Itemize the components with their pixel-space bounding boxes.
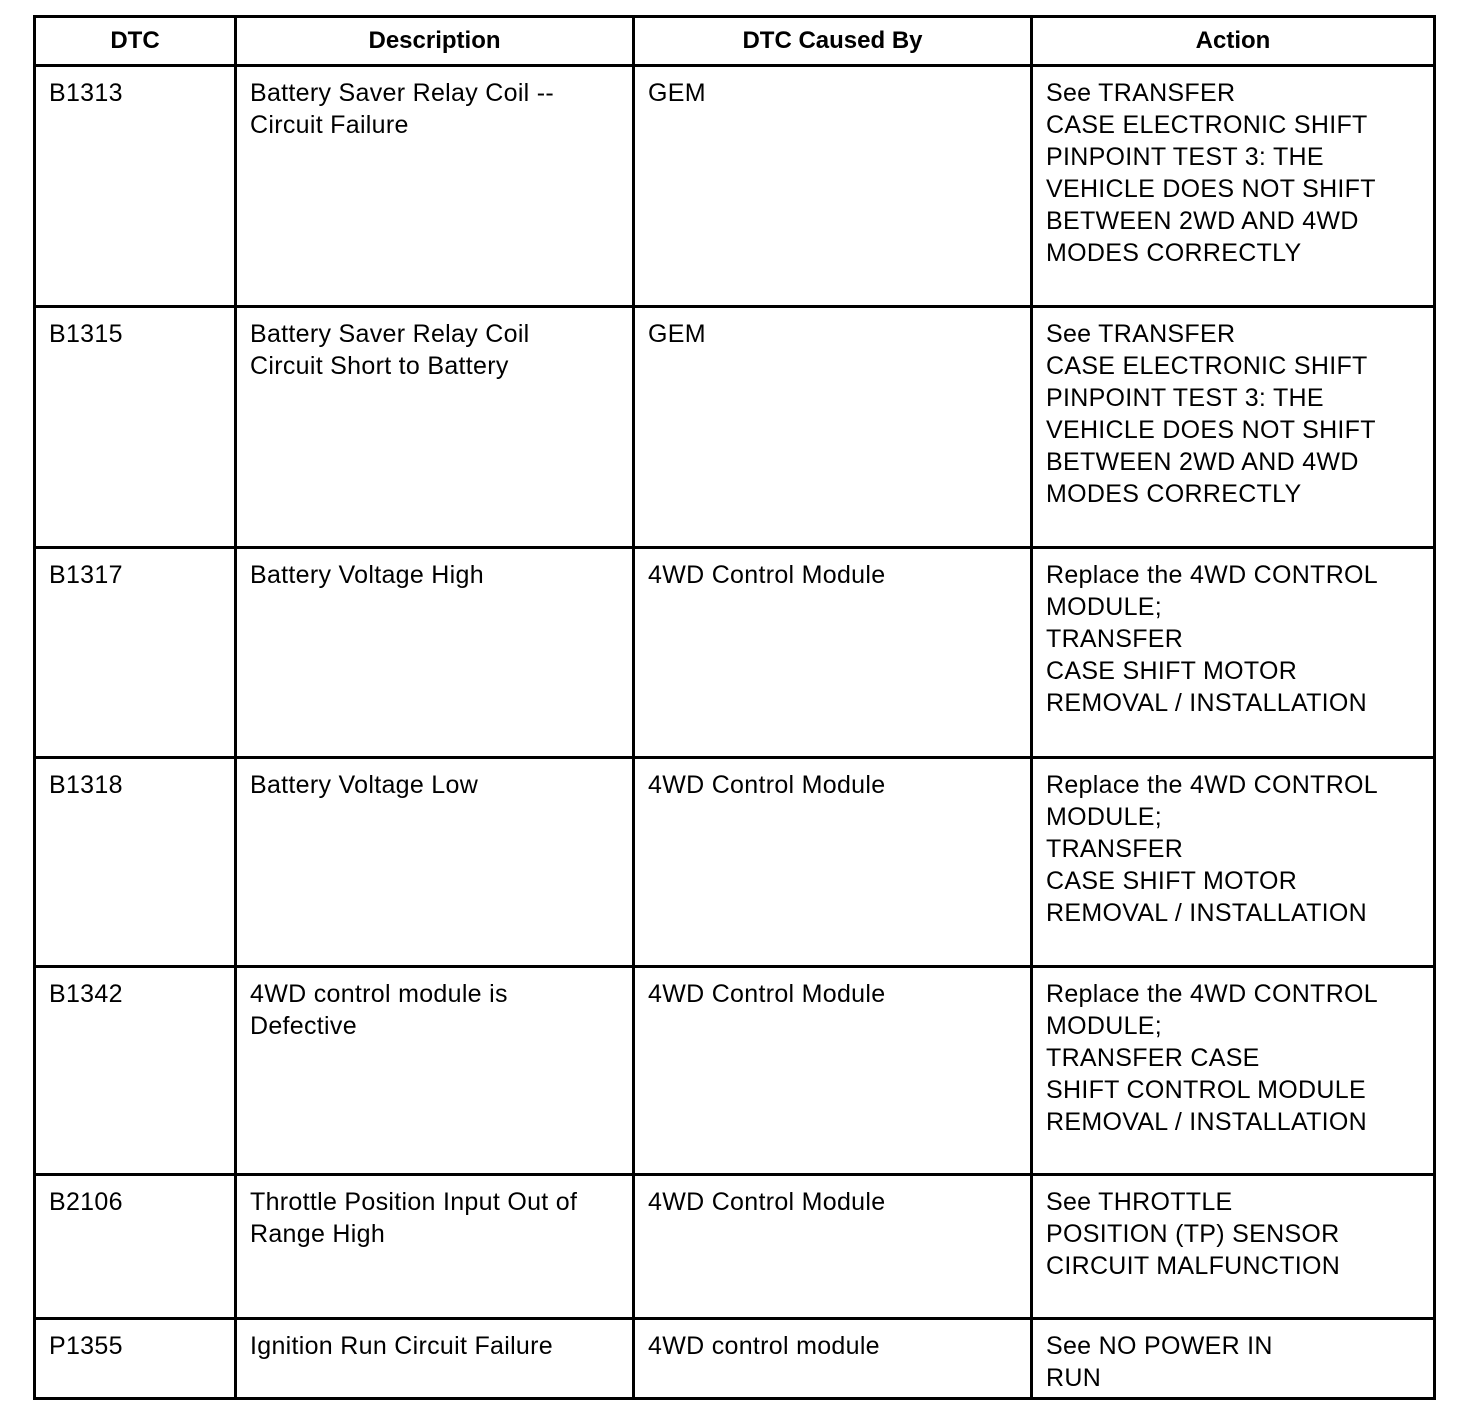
dtc-code-cell: B1342: [35, 967, 236, 1175]
action-line: VEHICLE DOES NOT SHIFT: [1046, 416, 1376, 444]
action-cell: [1032, 758, 1435, 967]
description-line: Battery Voltage Low: [250, 771, 479, 799]
description-cell: [236, 548, 634, 758]
action-line: Replace the 4WD CONTROL: [1046, 561, 1378, 589]
action-line: PINPOINT TEST 3: THE: [1046, 143, 1324, 171]
action-line: REMOVAL / INSTALLATION: [1046, 1108, 1368, 1136]
caused-by-cell: 4WD Control Module: [634, 967, 1032, 1175]
description-line: Battery Saver Relay Coil: [250, 320, 530, 348]
table-row: [35, 967, 1435, 1175]
action-line: POSITION (TP) SENSOR: [1046, 1220, 1340, 1248]
table-row: [35, 307, 1435, 548]
action-line: TRANSFER CASE: [1046, 1044, 1260, 1072]
header-caused-by: DTC Caused By: [634, 17, 1032, 66]
dtc-code-cell: B1313: [35, 66, 236, 307]
action-line: VEHICLE DOES NOT SHIFT: [1046, 175, 1376, 203]
description-cell: [236, 66, 634, 307]
description-line: Throttle Position Input Out of: [250, 1188, 578, 1216]
action-cell: [1032, 307, 1435, 548]
caused-by-cell: 4WD Control Module: [634, 548, 1032, 758]
action-cell: [1032, 548, 1435, 758]
action-line: CASE SHIFT MOTOR: [1046, 657, 1298, 685]
table-row: [35, 1175, 1435, 1319]
action-cell: [1032, 66, 1435, 307]
description-line: Battery Voltage High: [250, 561, 484, 589]
description-cell: [236, 758, 634, 967]
action-line: CASE ELECTRONIC SHIFT: [1046, 352, 1368, 380]
table-row: [35, 548, 1435, 758]
description-line: Defective: [250, 1012, 357, 1040]
action-line: CASE ELECTRONIC SHIFT: [1046, 111, 1368, 139]
header-row: [35, 17, 1435, 66]
action-cell: [1032, 1175, 1435, 1319]
action-line: Replace the 4WD CONTROL: [1046, 771, 1378, 799]
action-line: REMOVAL / INSTALLATION: [1046, 899, 1368, 927]
description-line: Battery Saver Relay Coil --: [250, 79, 555, 107]
caused-by-cell: 4WD control module: [634, 1319, 1032, 1399]
action-line: REMOVAL / INSTALLATION: [1046, 689, 1368, 717]
action-line: CIRCUIT MALFUNCTION: [1046, 1252, 1341, 1280]
caused-by-cell: GEM: [634, 307, 1032, 548]
action-line: BETWEEN 2WD AND 4WD: [1046, 207, 1359, 235]
action-line: TRANSFER: [1046, 835, 1184, 863]
action-line: Replace the 4WD CONTROL: [1046, 980, 1378, 1008]
action-line: SHIFT CONTROL MODULE: [1046, 1076, 1366, 1104]
action-line: TRANSFER: [1046, 625, 1184, 653]
dtc-code-cell: B1317: [35, 548, 236, 758]
header-description: Description: [236, 17, 634, 66]
header-dtc: DTC: [35, 17, 236, 66]
description-line: Circuit Failure: [250, 111, 409, 139]
action-line: See NO POWER IN: [1046, 1332, 1273, 1360]
action-line: RUN: [1046, 1364, 1102, 1392]
dtc-code-cell: P1355: [35, 1319, 236, 1399]
action-cell: [1032, 967, 1435, 1175]
action-line: MODULE;: [1046, 593, 1163, 621]
action-line: MODES CORRECTLY: [1046, 239, 1302, 267]
caused-by-cell: 4WD Control Module: [634, 758, 1032, 967]
action-line: BETWEEN 2WD AND 4WD: [1046, 448, 1359, 476]
action-line: MODULE;: [1046, 803, 1163, 831]
description-cell: [236, 967, 634, 1175]
description-cell: [236, 307, 634, 548]
header-action: Action: [1032, 17, 1435, 66]
action-line: MODULE;: [1046, 1012, 1163, 1040]
dtc-code-cell: B1315: [35, 307, 236, 548]
description-line: Range High: [250, 1220, 386, 1248]
caused-by-cell: 4WD Control Module: [634, 1175, 1032, 1319]
action-cell: [1032, 1319, 1435, 1399]
table-row: [35, 1319, 1435, 1399]
description-line: Ignition Run Circuit Failure: [250, 1332, 553, 1360]
description-cell: [236, 1175, 634, 1319]
action-line: PINPOINT TEST 3: THE: [1046, 384, 1324, 412]
dtc-code-cell: B2106: [35, 1175, 236, 1319]
description-cell: [236, 1319, 634, 1399]
dtc-code-cell: B1318: [35, 758, 236, 967]
description-line: 4WD control module is: [250, 980, 508, 1008]
caused-by-cell: GEM: [634, 66, 1032, 307]
action-line: See TRANSFER: [1046, 320, 1236, 348]
dtc-table: [33, 15, 1436, 1400]
action-line: See THROTTLE: [1046, 1188, 1233, 1216]
table-row: [35, 66, 1435, 307]
table-body: [35, 66, 1435, 1399]
description-line: Circuit Short to Battery: [250, 352, 509, 380]
action-line: See TRANSFER: [1046, 79, 1236, 107]
action-line: CASE SHIFT MOTOR: [1046, 867, 1298, 895]
action-line: MODES CORRECTLY: [1046, 480, 1302, 508]
table-row: [35, 758, 1435, 967]
table-header: [35, 17, 1435, 66]
